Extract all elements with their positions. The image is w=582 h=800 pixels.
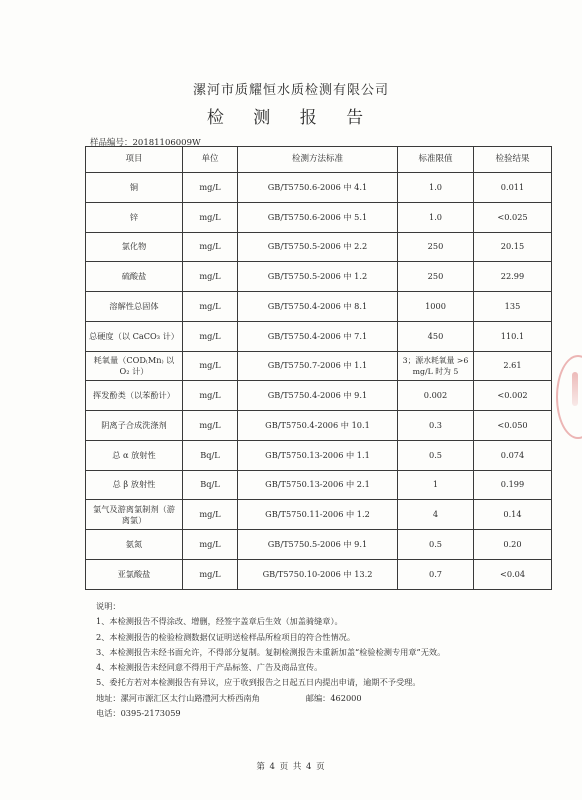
sample-number: 样品编号：20181106009W (90, 138, 201, 148)
postcode-text: 邮编：462000 (305, 692, 362, 703)
table-row (86, 292, 552, 322)
phone-text: 电话：0395-2173059 (96, 708, 181, 719)
report-title: 检 测 报 告 (206, 108, 376, 128)
cell-item: 氨氮 (86, 530, 183, 560)
cell-method: GB/T5750.4-2006 中 7.1 (238, 321, 398, 351)
table-row (86, 351, 552, 381)
cell-result: <0.002 (474, 381, 552, 411)
cell-limit: 1.0 (398, 202, 474, 232)
cell-result: <0.025 (474, 202, 552, 232)
seal-stamp-icon (556, 355, 582, 439)
table-row (86, 559, 552, 589)
notes-heading: 说明： (96, 601, 121, 611)
table-row (86, 500, 552, 530)
table-row (86, 321, 552, 351)
cell-unit: Bq/L (183, 470, 238, 500)
cell-limit: 450 (398, 321, 474, 351)
header-method: 检测方法标准 (238, 147, 398, 173)
header-unit: 单位 (183, 147, 238, 173)
cell-method: GB/T5750.5-2006 中 9.1 (238, 530, 398, 560)
cell-limit: 0.7 (398, 559, 474, 589)
cell-item: 挥发酚类（以苯酚计） (86, 381, 183, 411)
note-item: 5、委托方若对本检测报告有异议，应于收到报告之日起五日内提出申请，逾期不予受理。 (96, 677, 421, 688)
cell-item: 耗氧量（COD₍Mn₎ 以 O₂ 计） (86, 351, 183, 381)
cell-result: 0.199 (474, 470, 552, 500)
cell-unit: mg/L (183, 292, 238, 322)
note-item: 4、本检测报告未经同意不得用于产品标签、广告及商品宣传。 (96, 662, 323, 673)
address-row (96, 691, 566, 706)
table-row (86, 470, 552, 500)
cell-item: 氯气及游离氯制剂（游离氯） (86, 500, 183, 530)
cell-method: GB/T5750.4-2006 中 9.1 (238, 381, 398, 411)
cell-result: 110.1 (474, 321, 552, 351)
cell-limit: 4 (398, 500, 474, 530)
cell-item: 硫酸盐 (86, 262, 183, 292)
table-row (86, 530, 552, 560)
note-item: 2、本检测报告的检验检测数据仅证明送检样品所检项目的符合性情况。 (96, 631, 356, 642)
cell-unit: mg/L (183, 411, 238, 441)
cell-unit: mg/L (183, 530, 238, 560)
cell-item: 总硬度（以 CaCO₃ 计） (86, 321, 183, 351)
cell-item: 总 β 放射性 (86, 470, 183, 500)
cell-unit: mg/L (183, 559, 238, 589)
header-result: 检验结果 (474, 147, 552, 173)
cell-method: GB/T5750.11-2006 中 1.2 (238, 500, 398, 530)
cell-limit: 3；源水耗氧量 >6 mg/L 时为 5 (398, 351, 474, 381)
table-row (86, 262, 552, 292)
cell-method: GB/T5750.10-2006 中 13.2 (238, 559, 398, 589)
cell-method: GB/T5750.13-2006 中 2.1 (238, 470, 398, 500)
cell-item: 氯化物 (86, 232, 183, 262)
cell-item: 亚氯酸盐 (86, 559, 183, 589)
header-limit: 标准限值 (398, 147, 474, 173)
cell-item: 溶解性总固体 (86, 292, 183, 322)
table-row (86, 411, 552, 441)
cell-result: 2.61 (474, 351, 552, 381)
cell-item: 铜 (86, 173, 183, 203)
table-row (86, 381, 552, 411)
address-text: 地址：漯河市源汇区太行山路澧河大桥西南角 (96, 692, 260, 703)
cell-method: GB/T5750.4-2006 中 10.1 (238, 411, 398, 441)
seal-ink-mark-icon (572, 372, 578, 406)
company-name: 漯河市质耀恒水质检测有限公司 (192, 83, 389, 98)
cell-item: 锌 (86, 202, 183, 232)
cell-item: 总 α 放射性 (86, 440, 183, 470)
cell-method: GB/T5750.13-2006 中 1.1 (238, 440, 398, 470)
cell-unit: mg/L (183, 262, 238, 292)
note-item: 1、本检测报告不得涂改、增删，经签字盖章后生效（加盖骑缝章）。 (96, 616, 343, 627)
results-table (85, 146, 552, 590)
cell-result: 0.011 (474, 173, 552, 203)
cell-result: <0.050 (474, 411, 552, 441)
notes-section (96, 599, 566, 721)
cell-unit: mg/L (183, 232, 238, 262)
table-row (86, 440, 552, 470)
cell-method: GB/T5750.5-2006 中 2.2 (238, 232, 398, 262)
cell-unit: Bq/L (183, 440, 238, 470)
page-number: 第 4 页 共 4 页 (256, 762, 326, 772)
cell-result: 20.15 (474, 232, 552, 262)
cell-method: GB/T5750.7-2006 中 1.1 (238, 351, 398, 381)
cell-unit: mg/L (183, 500, 238, 530)
cell-result: 0.074 (474, 440, 552, 470)
cell-limit: 1000 (398, 292, 474, 322)
cell-result: 0.14 (474, 500, 552, 530)
table-row (86, 202, 552, 232)
header-item: 项目 (86, 147, 183, 173)
cell-method: GB/T5750.6-2006 中 4.1 (238, 173, 398, 203)
cell-limit: 0.3 (398, 411, 474, 441)
cell-limit: 0.002 (398, 381, 474, 411)
cell-limit: 0.5 (398, 530, 474, 560)
cell-limit: 250 (398, 232, 474, 262)
cell-unit: mg/L (183, 173, 238, 203)
note-item: 3、本检测报告未经书面允许，不得部分复制。复制检测报告未重新加盖“检验检测专用章”无效。 (96, 646, 446, 657)
cell-unit: mg/L (183, 321, 238, 351)
cell-unit: mg/L (183, 381, 238, 411)
table-row (86, 173, 552, 203)
cell-limit: 250 (398, 262, 474, 292)
table-header-row (86, 147, 552, 173)
cell-method: GB/T5750.5-2006 中 1.2 (238, 262, 398, 292)
cell-result: 135 (474, 292, 552, 322)
cell-limit: 0.5 (398, 440, 474, 470)
cell-method: GB/T5750.6-2006 中 5.1 (238, 202, 398, 232)
cell-unit: mg/L (183, 351, 238, 381)
cell-limit: 1.0 (398, 173, 474, 203)
cell-item: 阴离子合成洗涤剂 (86, 411, 183, 441)
table-row (86, 232, 552, 262)
cell-limit: 1 (398, 470, 474, 500)
cell-result: <0.04 (474, 559, 552, 589)
cell-unit: mg/L (183, 202, 238, 232)
cell-result: 0.20 (474, 530, 552, 560)
cell-method: GB/T5750.4-2006 中 8.1 (238, 292, 398, 322)
cell-result: 22.99 (474, 262, 552, 292)
